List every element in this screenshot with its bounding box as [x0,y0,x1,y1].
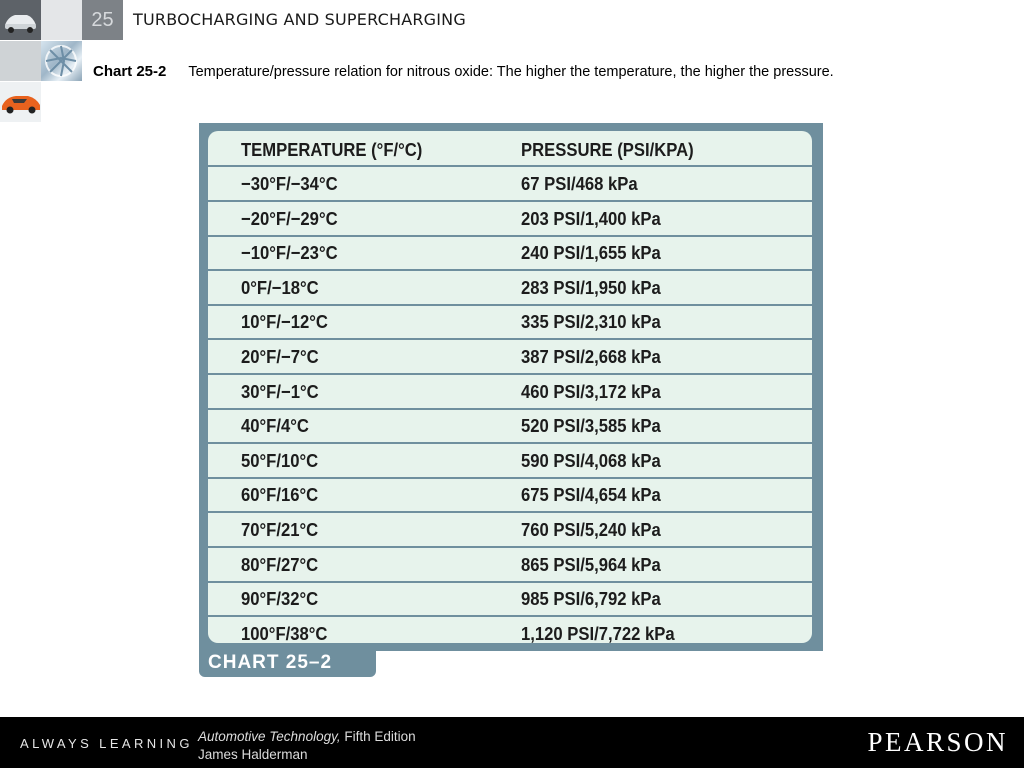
chart-caption [93,62,923,82]
temperature-cell: 80°F/27°C [241,553,319,575]
header-square [41,0,82,40]
temperature-cell: 60°F/16°C [241,484,319,506]
chapter-number: 25 [82,0,123,40]
temperature-cell: 20°F/−7°C [241,346,319,367]
book-author: James Halderman [198,747,308,762]
book-title: Automotive Technology, [198,729,341,744]
car-thumbnail-icon [0,0,41,40]
table-row [208,236,812,271]
table-row [208,409,812,444]
table-row [208,167,812,202]
chart-table-body [208,131,812,643]
column-header-pressure: PRESSURE (PSI/KPA) [521,139,694,160]
footer-bar [0,717,1024,768]
temperature-cell: 70°F/21°C [241,519,319,540]
chart-table [199,123,823,651]
pressure-cell: 590 PSI/4,068 kPa [521,449,661,471]
gray-thumbnail [0,41,41,81]
table-row [208,548,812,583]
book-info [198,728,416,764]
table-row [208,513,812,548]
table-row [208,444,812,479]
temperature-cell: −10°F/−23°C [241,242,338,264]
footer-tagline: ALWAYS LEARNING [20,736,193,751]
chapter-thumbnails [0,0,41,122]
caption-label: Chart 25-2 [93,63,167,80]
temperature-cell: −30°F/−34°C [241,173,338,194]
pressure-cell: 1,120 PSI/7,722 kPa [521,622,675,644]
table-row [208,340,812,375]
pressure-cell: 387 PSI/2,668 kPa [521,346,661,367]
sports-car-thumbnail-icon [0,82,41,122]
table-row [208,617,812,650]
temperature-cell: 90°F/32°C [241,588,319,610]
pressure-cell: 283 PSI/1,950 kPa [521,276,661,298]
table-row [208,271,812,306]
pressure-cell: 203 PSI/1,400 kPa [521,207,661,229]
pressure-cell: 67 PSI/468 kPa [521,173,638,194]
pressure-cell: 760 PSI/5,240 kPa [521,519,661,540]
temperature-cell: −20°F/−29°C [241,207,338,229]
pressure-cell: 335 PSI/2,310 kPa [521,311,661,333]
pressure-cell: 460 PSI/3,172 kPa [521,380,661,402]
temperature-cell: 0°F/−18°C [241,276,319,298]
temperature-cell: 30°F/−1°C [241,380,319,402]
header-title: TURBOCHARGING AND SUPERCHARGING [133,10,466,29]
temperature-cell: 10°F/−12°C [241,311,328,333]
pressure-cell: 240 PSI/1,655 kPa [521,242,661,264]
column-header-temperature: TEMPERATURE (°F/°C) [241,139,423,160]
caption-text: Temperature/pressure relation for nitrous oxide: The higher the temperature, the higher the pressure. [188,64,834,80]
table-row [208,582,812,617]
table-header [208,131,812,167]
pressure-cell: 520 PSI/3,585 kPa [521,415,661,437]
pressure-cell: 865 PSI/5,964 kPa [521,553,661,575]
pressure-cell: 675 PSI/4,654 kPa [521,484,661,506]
temperature-cell: 40°F/4°C [241,415,309,437]
table-row [208,202,812,237]
pressure-cell: 985 PSI/6,792 kPa [521,588,661,610]
temperature-cell: 50°F/10°C [241,449,319,471]
table-row [208,478,812,513]
table-row [208,375,812,410]
turbine-thumbnail-icon [41,41,82,81]
temperature-cell: 100°F/38°C [241,622,328,644]
book-edition: Fifth Edition [340,729,416,744]
chart-tab-label: CHART 25–2 [199,651,376,677]
table-row [208,305,812,340]
publisher-logo: PEARSON [867,727,1008,757]
